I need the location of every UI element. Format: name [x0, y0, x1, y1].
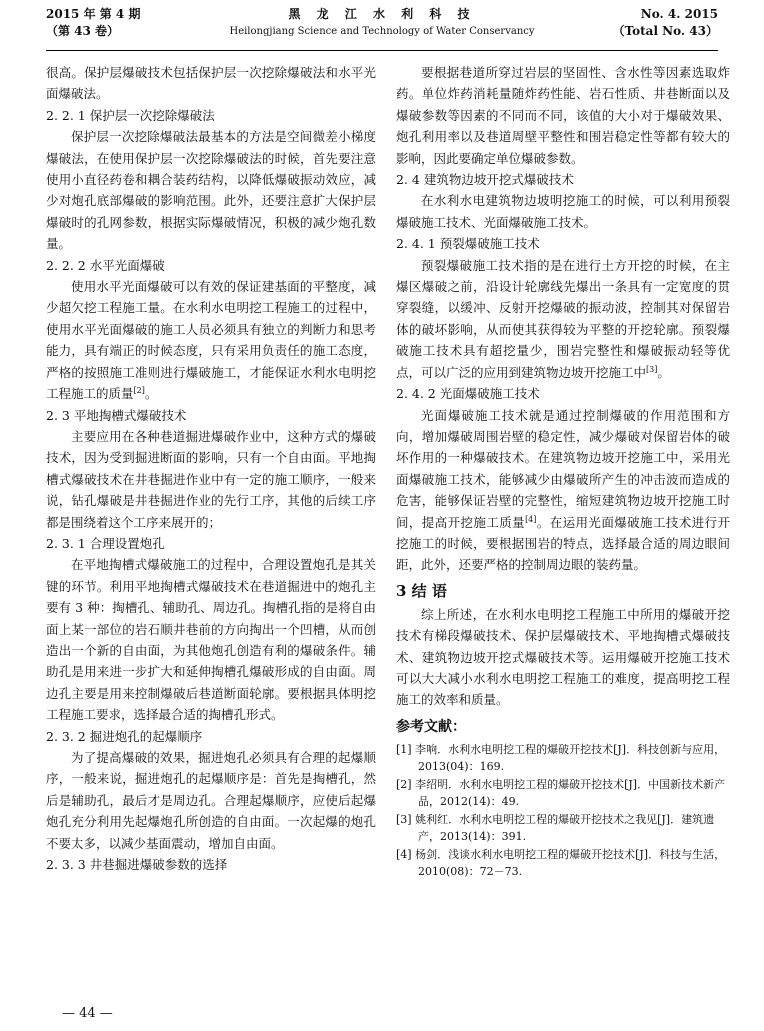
paragraph-text: 光面爆破施工技术就是通过控制爆破的作用范围和方向，增加爆破周围岩壁的稳定性，减少爆破对保留岩体的破坏作用的一种爆破技术。在建筑物边坡开挖施工中，采用光面爆破施工技术，能够减少由爆破所产生的冲击波而造成的危害，能够保证岩壁的完整性，缩短建筑物边坡开挖施工时间，提高开挖施工质量 [396, 407, 730, 530]
issue-volume: （第 43 卷） [46, 24, 120, 38]
reference-item: [1] 李响．水利水电明挖工程的爆破开挖技术[J]．科技创新与应用，2013(04)：169. [396, 742, 726, 774]
paragraph [46, 276, 376, 404]
heading-2-2-1: 2. 2. 1 保护层一次挖除爆破法 [46, 107, 215, 123]
paragraph: 要根据巷道所穿过岩层的坚固性、含水性等因素选取炸药。单位炸药消耗量随炸药性能、岩石性质、井巷断面以及爆破参数等因素的不同而不同，该值的大小对于爆破效果、炮孔利用率以及巷道周壁平整性和围岩稳定性等都有较大的影响，因此要确定单位爆破参数。 [396, 65, 730, 166]
paragraph: 综上所述，在水利水电明挖工程施工中所用的爆破开挖技术有梯段爆破技术、保护层爆破技术、平地掏槽式爆破技术、建筑物边坡开挖式爆破技术等。运用爆破开挖施工技术可以大大减小水利水电明挖工程施工的难度，提高明挖工程施工的效率和质量。 [396, 606, 730, 708]
paragraph-text-cont: 。在运用光面爆破施工技术进行开挖施工的时候，要根据围岩的特点，选择最合适的周边眼间距，此外，还要严格的控制周边眼的装药量。 [396, 514, 730, 573]
journal-title-en: Heilongjiang Science and Technology of Water Conservancy [229, 26, 535, 37]
reference-item: [4] 杨剑．浅谈水利水电明挖工程的爆破开挖技术[J]．科技与生活，2010(08)：72－73. [396, 847, 726, 879]
reference-item: [2] 李绍明．水利水电明挖工程的爆破开挖技术[J]．中国新技术新产品，2012(14)：49. [396, 777, 726, 809]
heading-2-3-1: 2. 3. 1 合理设置炮孔 [46, 535, 165, 551]
issue-no: No. 4. 2015 [640, 7, 718, 21]
paragraph-text: 预裂爆破施工技术指的是在进行土方开挖的时候，在主爆区爆破之前，沿设计轮廓线先爆出一条具有一定宽度的贯穿裂缝，以缓冲、反射开挖爆破的振动波，控制其对保留岩体的破坏影响，从而使其获得较为平整的开挖轮廓。预裂爆破施工技术具有超挖量少，围岩完整性和爆破振动轻等优点，可以广泛的应用到建筑物边坡开挖施工中 [396, 257, 730, 380]
paragraph: 在水利水电建筑物边坡明挖施工的时候，可以利用预裂爆破施工技术、光面爆破施工技术。 [396, 193, 730, 230]
heading-2-4-2: 2. 4. 2 光面爆破施工技术 [396, 386, 540, 402]
issue-total: （Total No. 43） [612, 24, 718, 38]
heading-2-3-3: 2. 3. 3 井巷掘进爆破参数的选择 [46, 857, 228, 873]
references-title: 参考文献： [396, 718, 466, 735]
heading-2-4-1: 2. 4. 1 预裂爆破施工技术 [396, 236, 540, 252]
left-column [46, 62, 376, 875]
heading-2-3: 2. 3 平地掏槽式爆破技术 [46, 407, 187, 423]
right-column [396, 62, 730, 881]
paragraph: 很高。保护层爆破技术包括保护层一次挖除爆破法和水平光面爆破法。 [46, 65, 376, 102]
issue-number [613, 6, 718, 40]
paragraph-end: 。 [144, 386, 158, 402]
heading-2-2-2: 2. 2. 2 水平光面爆破 [46, 257, 165, 273]
paragraph: 为了提高爆破的效果，掘进炮孔必须具有合理的起爆顺序，一般来说，掘进炮孔的起爆顺序是：首先是掏槽孔，然后是辅助孔，最后才是周边孔。合理起爆顺序，应使后起爆炮孔充分利用先起爆炮孔所创造的自由面。一次起爆的炮孔不要太多，以减少基面震动，增加自由面。 [46, 750, 376, 851]
reference-item: [3] 姚利红．水利水电明挖工程的爆破开挖技术之我见[J]．建筑遗产，2013(14)：391. [396, 812, 715, 844]
running-header [46, 4, 718, 54]
page-number: — 44 — [62, 1006, 113, 1021]
paragraph-end: 。 [657, 364, 670, 380]
citation: [2] [133, 385, 145, 395]
paragraph: 在平地掏槽式爆破施工的过程中，合理设置炮孔是其关键的环节。利用平地掏槽式爆破技术在巷道掘进中的炮孔主要有 3 种：掏槽孔、辅助孔、周边孔。掏槽孔指的是将自由面上某一部位的岩石顺井巷前的方向掏出一个凹槽，从而创造出一个新的自由面，为其他炮孔创造有利的爆破条件。辅助孔是用来进一步扩大和延伸掏槽孔爆破形成的自由面。周边孔主要是用来控制爆破后巷道断面轮廓。要根据具体明挖工程施工要求，选择最合适的掏槽孔形式。 [46, 557, 376, 723]
paragraph-text: 使用水平光面爆破可以有效的保证建基面的平整度，减少超欠挖工程施工量。在水利水电明挖工程施工的过程中，使用水平光面爆破的施工人员必须具有独立的判断力和思考能力，具有端正的时候态度，只有采用负责任的施工态度，严格的按照施工准则进行爆破施工，才能保证水利水电明挖工程施工的质量 [46, 279, 376, 402]
header-rule [46, 50, 718, 51]
paragraph: 保护层一次挖除爆破法最基本的方法是空间微差小梯度爆破法，在使用保护层一次挖除爆破法的时候，首先要注意使用小直径药卷和耦合装药结构，以降低爆破振动效应，减少对炮孔底部爆破的影响范围。此外，还要注意扩大保护层爆破时的孔网参数，根据实际爆破情况，积极的减少炮孔数量。 [46, 129, 376, 252]
section-heading-conclusion: 3 结 语 [396, 581, 447, 600]
journal-title-cn: 黑 龙 江 水 利 科 技 [288, 7, 476, 21]
paragraph: 主要应用在各种巷道掘进爆破作业中，这种方式的爆破技术，因为受到掘进断面的影响，只有一个自由面。平地掏槽式爆破技术在井巷掘进作业中有一定的施工顺序，一般来说，钻孔爆破是井巷掘进作业的先行工序，其他的后续工序都是围绕着这个工序来展开的； [46, 428, 376, 530]
issue-year: 2015 年 第 4 期 [46, 7, 141, 21]
heading-2-3-2: 2. 3. 2 掘进炮孔的起爆顺序 [46, 728, 203, 744]
citation: [4] [525, 514, 537, 524]
citation: [3] [646, 364, 658, 374]
paragraph [396, 255, 730, 383]
heading-2-4: 2. 4 建筑物边坡开挖式爆破技术 [396, 172, 574, 188]
paragraph [396, 405, 730, 576]
